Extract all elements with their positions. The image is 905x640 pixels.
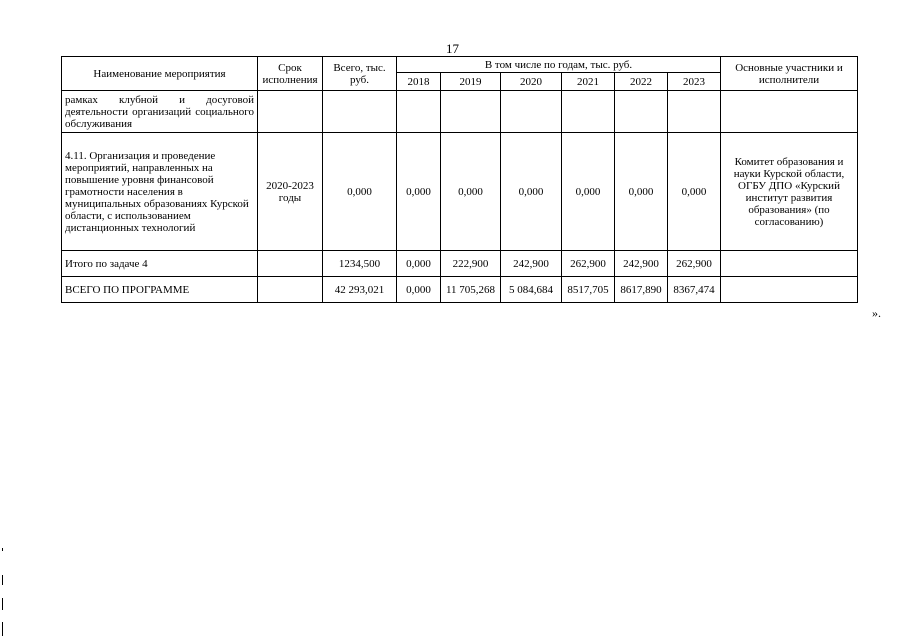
header-year-2020: 2020 [501,73,562,91]
item-4-11-2021: 0,000 [562,133,615,251]
task4-total-2018: 0,000 [397,251,441,277]
item-4-11-total: 0,000 [323,133,397,251]
scan-margin-mark [2,575,3,585]
scan-margin-mark [2,598,3,610]
scan-margin-mark [2,622,3,636]
header-year-2023: 2023 [668,73,721,91]
task4-total-name: Итого по задаче 4 [62,251,258,277]
header-year-2022: 2022 [615,73,668,91]
page-number: 17 [446,41,459,56]
item-4-11-2023: 0,000 [668,133,721,251]
header-by-years: В том числе по годам, тыс. руб. [397,57,721,73]
header-participants: Основные участники и исполнители [721,57,858,91]
item-4-11-name: 4.11. Организация и проведение мероприятий, направленных на повышение уровня финансовой грамотности населения в муниципальных образованиях Курской области, с использованием дистанционных технологий [62,133,258,251]
program-total-2018: 0,000 [397,277,441,303]
table-row [62,91,858,133]
task4-total-2021: 262,900 [562,251,615,277]
header-total: Всего, тыс. руб. [323,57,397,91]
task4-total-2019: 222,900 [441,251,501,277]
header-year-2018: 2018 [397,73,441,91]
program-total-2020: 5 084,684 [501,277,562,303]
header-year-2019: 2019 [441,73,501,91]
item-4-11-2018: 0,000 [397,133,441,251]
program-total-sum: 42 293,021 [323,277,397,303]
program-total-name: ВСЕГО ПО ПРОГРАММЕ [62,277,258,303]
program-total-2022: 8617,890 [615,277,668,303]
header-term: Срок исполнения [258,57,323,91]
item-4-11-participants: Комитет образования и науки Курской области, ОГБУ ДПО «Курский институт развития образования» (по согласованию) [721,133,858,251]
item-4-11-2019: 0,000 [441,133,501,251]
scan-margin-mark [2,548,3,551]
closing-quote-mark: ». [872,306,881,320]
program-total-2019: 11 705,268 [441,277,501,303]
task4-total-2022: 242,900 [615,251,668,277]
table-row [62,251,858,277]
program-total-2021: 8517,705 [562,277,615,303]
item-4-11-2022: 0,000 [615,133,668,251]
item-4-11-term: 2020-2023 годы [258,133,323,251]
table-row [62,133,858,251]
continuation-name: рамках клубной и досуговой деятельности организаций социального обслуживания [62,91,258,133]
header-year-2021: 2021 [562,73,615,91]
program-activities-table [61,56,858,303]
program-total-2023: 8367,474 [668,277,721,303]
task4-total-2020: 242,900 [501,251,562,277]
table-row [62,277,858,303]
item-4-11-2020: 0,000 [501,133,562,251]
task4-total-2023: 262,900 [668,251,721,277]
task4-total-sum: 1234,500 [323,251,397,277]
header-name: Наименование мероприятия [62,57,258,91]
